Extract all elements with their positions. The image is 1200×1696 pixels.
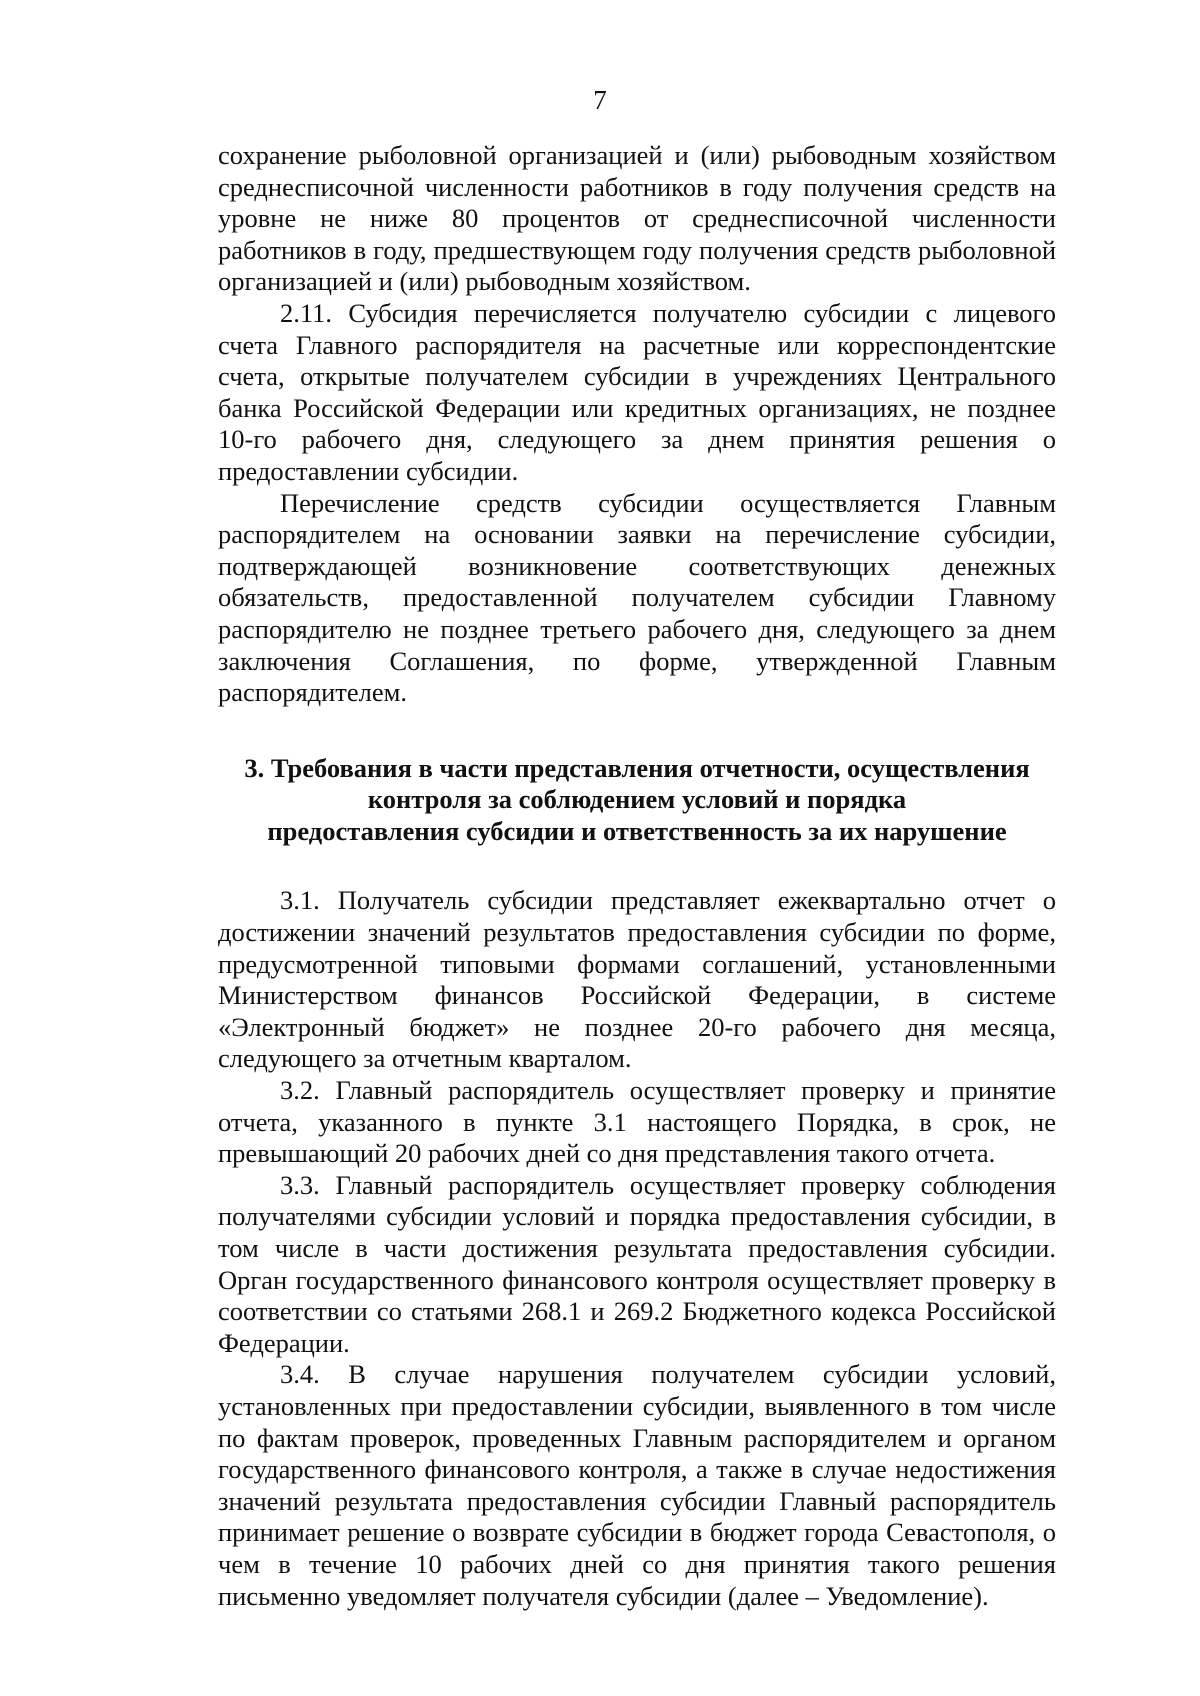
document-body [218, 140, 1056, 1612]
paragraph-3-2: 3.2. Главный распорядитель осуществляет проверку и принятие отчета, указанного в пункте 3.1 настоящего Порядка, в срок, не превышающий 20 рабочих дней со дня представления такого отчета. [218, 1075, 1056, 1169]
paragraph-3-1: 3.1. Получатель субсидии представляет ежеквартально отчет о достижении значений результатов предоставления субсидии по форме, предусмотренной типовыми формами соглашений, установленными Министерством финансов Российской Федерации, в системе «Электронный бюджет» не позднее 20-го рабочего дня месяца, следующего за отчетным кварталом. [218, 885, 1056, 1074]
section-heading-line-1: 3. Требования в части представления отчетности, осуществления [244, 752, 1030, 783]
paragraph-2-11: 2.11. Субсидия перечисляется получателю субсидии с лицевого счета Главного распорядителя на расчетные или корреспондентские счета, открытые получателем субсидии в учреждениях Центрального банка Российской Федерации или кредитных организациях, не позднее 10-го рабочего дня, следующего за днем принятия решения о предоставлении субсидии. [218, 297, 1056, 486]
section-heading-line-3: предоставления субсидии и ответственность за их нарушение [267, 815, 1007, 846]
paragraph-3-3: 3.3. Главный распорядитель осуществляет проверку соблюдения получателями субсидии условий и порядка предоставления субсидии, в том числе в части достижения результата предоставления субсидии. Орган государственного финансового контроля осуществляет проверку в соответствии со статьями 268.1 и 269.2 Бюджетного кодекса Российской Федерации. [218, 1169, 1056, 1358]
paragraph-continuation: сохранение рыболовной организацией и (или) рыбоводным хозяйством среднесписочной численности работников в году получения средств на уровне не ниже 80 процентов от среднесписочной численности работников в году, предшествующем году получения средств рыболовной организацией и (или) рыбоводным хозяйством. [218, 140, 1056, 297]
section-heading [218, 753, 1056, 848]
section-heading-line-2: контроля за соблюдением условий и порядка [367, 784, 907, 815]
paragraph-transfer: Перечисление средств субсидии осуществляется Главным распорядителем на основании заявки на перечисление субсидии, подтверждающей возникновение соответствующих денежных обязательств, предоставленной получателем субсидии Главному распорядителю не позднее третьего рабочего дня, следующего за днем заключения Соглашения, по форме, утвержденной Главным распорядителем. [218, 487, 1056, 708]
page-number: 7 [593, 85, 607, 115]
paragraph-3-4: 3.4. В случае нарушения получателем субсидии условий, установленных при предоставлении субсидии, выявленного в том числе по фактам проверок, проведенных Главным распорядителем и органом государственного финансового контроля, а также в случае недостижения значений результата предоставления субсидии Главный распорядитель принимает решение о возврате субсидии в бюджет города Севастополя, о чем в течение 10 рабочих дней со дня принятия такого решения письменно уведомляет получателя субсидии (далее – Уведомление). [218, 1359, 1056, 1611]
